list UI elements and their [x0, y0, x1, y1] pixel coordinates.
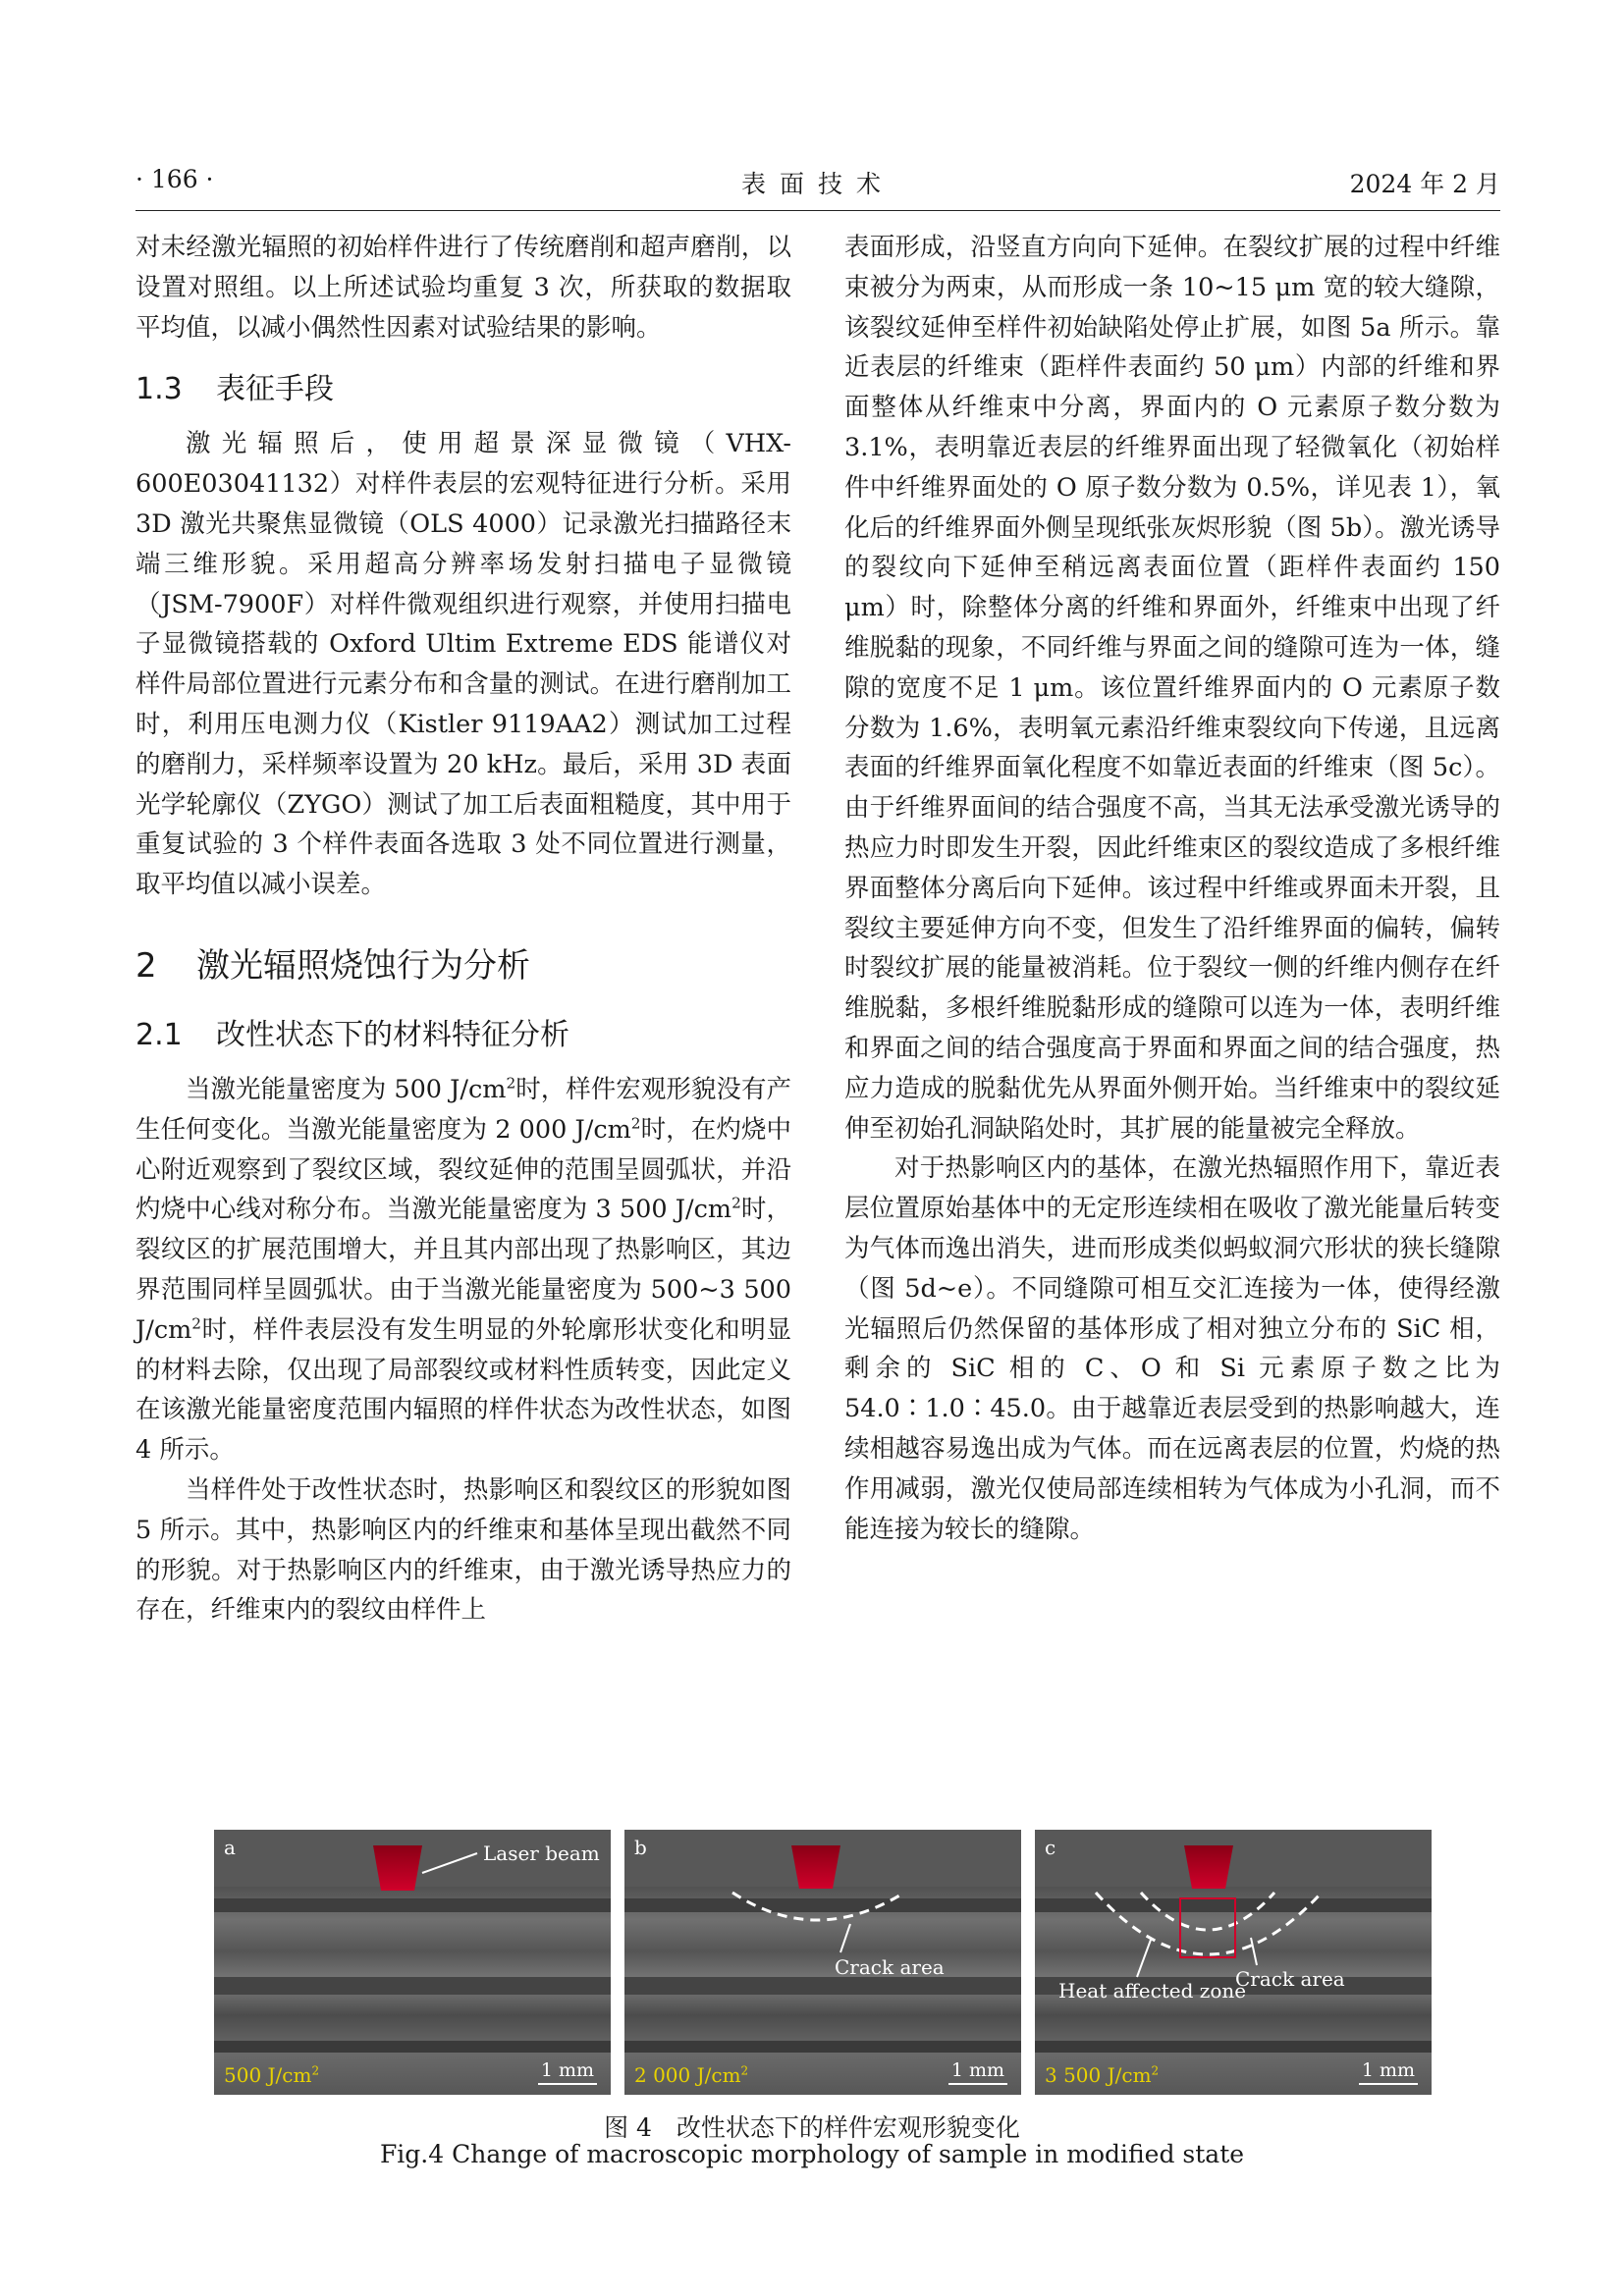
right-column — [844, 228, 1500, 1549]
panel-label: a — [224, 1836, 236, 1859]
laser-beam-icon — [1035, 1830, 1432, 2095]
paragraph-heat-affected: 当样件处于改性状态时，热影响区和裂纹区的形貌如图 5 所示。其中，热影响区内的纤维束和基体呈现出截然不同的形貌。对于热影响区内的纤维束，由于激光诱导热应力的存在，纤维束内的裂纹由样件上 — [135, 1474, 791, 1626]
journal-title: 表面技术 — [740, 170, 894, 198]
figure-panel-b — [624, 1830, 1021, 2095]
section-title: 改性状态下的材料特征分析 — [216, 1017, 569, 1052]
figure-caption-en: Fig.4 Change of macroscopic morphology of sample in modified state — [379, 2140, 1245, 2168]
annotation-laser-beam: Laser beam — [483, 1842, 600, 1865]
paragraph-fiber-crack: 表面形成，沿竖直方向向下延伸。在裂纹扩展的过程中纤维束被分为两束，从而形成一条 10~15 μm 宽的较大缝隙，该裂纹延伸至样件初始缺陷处停止扩展，如图 5a 所示。靠近表层的纤维束（距样件表面约 50 μm）内部的纤维和界面整体从纤维束中分离，界面内的 O 元素原子数分数为 3.1%，表明靠近表层的纤维界面出现了轻微氧化（初始样件中纤维界面处的 O 原子数分数为 0.5%，详见表 1），氧化后的纤维界面外侧呈现纸张灰烬形貌（图 5b）。激光诱导的裂纹向下延伸至稍远离表面位置（距样件表面约 150 μm）时，除整体分离的纤维和界面外，纤维束中出现了纤维脱黏的现象，不同纤维与界面之间的缝隙可连为一体，缝隙的宽度不足 1 μm。该位置纤维界面内的 O 元素原子数分数为 1.6%，表明氧元素沿纤维束裂纹向下传递，且远离表面的纤维界面氧化程度不如靠近表面的纤维束（图 5c）。由于纤维界面间的结合强度不高，当其无法承受激光诱导的热应力时即发生开裂，因此纤维束区的裂纹造成了多根纤维界面整体分离后向下延伸。该过程中纤维或界面未开裂，且裂纹主要延伸方向不变，但发生了沿纤维界面的偏转，偏转时裂纹扩展的能量被消耗。位于裂纹一侧的纤维内侧存在纤维脱黏，多根纤维脱黏形成的缝隙可以连为一体，表明纤维和界面之间的结合强度高于界面和界面之间的结合强度，热应力造成的脱黏优先从界面外侧开始。当纤维束中的裂纹延伸至初始孔洞缺陷处时，其扩展的能量被完全释放。 — [844, 233, 1500, 1144]
header-rule — [135, 210, 1500, 211]
running-header — [135, 157, 1500, 196]
energy-density-label: 3 500 $J/cm^2$ — [1045, 2063, 1160, 2087]
scale-bar: 1 mm — [948, 2059, 1007, 2085]
figure-panel-a — [214, 1830, 611, 2095]
figure-panel-c — [1035, 1830, 1432, 2095]
laser-beam-icon — [214, 1830, 611, 2095]
section-heading-1-3 — [135, 367, 791, 412]
energy-density-label: 2 000 $J/cm^2$ — [634, 2063, 749, 2087]
paragraph-intro: 对未经激光辐照的初始样件进行了传统磨削和超声磨削，以设置对照组。以上所述试验均重复 3 次，所获取的数据取平均值，以减小偶然性因素对试验结果的影响。 — [135, 233, 791, 343]
annotation-crack-area: Crack area — [835, 1955, 945, 1979]
energy-density-label: 500 $J/cm^2$ — [224, 2063, 320, 2087]
section-heading-2-1 — [135, 1013, 791, 1058]
paragraph-matrix: 对于热影响区内的基体，在激光热辐照作用下，靠近表层位置原始基体中的无定形连续相在吸收了激光能量后转变为气体而逸出消失，进而形成类似蚂蚁洞穴形状的狭长缝隙（图 5d~e）。不同缝隙可相互交汇连接为一体，使得经激光辐照后仍然保留的基体形成了相对独立分布的 SiC 相，剩余的 SiC 相的 C、O 和 Si 元素原子数之比为 54.0∶1.0∶45.0。由于越靠近表层受到的热影响越大，连续相越容易逸出成为气体。而在远离表层的位置，灼烧的热作用减弱，激光仅使局部连续相转为气体成为小孔洞，而不能连接为较长的缝隙。 — [844, 1153, 1500, 1544]
annotation-crack-area: Crack area — [1235, 1967, 1345, 1991]
scale-bar: 1 mm — [538, 2059, 597, 2085]
panel-label: b — [634, 1836, 647, 1859]
section-title: 表征手段 — [216, 372, 334, 407]
issue-date: 2024 年 2 月 — [1349, 170, 1500, 198]
figure-caption-cn: 图 4 改性状态下的样件宏观形貌变化 — [604, 2113, 1020, 2142]
page-number: · 166 · — [135, 165, 214, 193]
section-heading-2 — [135, 940, 791, 991]
section-number: 1.3 — [135, 372, 183, 407]
paragraph-modified-state: 当激光能量密度为 500 $J/cm^2$时，样件宏观形貌没有产生任何变化。当激光能量密度为 2 000 $J/cm^2$时，在灼烧中心附近观察到了裂纹区域，裂纹延伸的范围呈圆弧状，并沿灼烧中心线对称分布。当激光能量密度为 3 500 $J/cm^2$时，裂纹区的扩展范围增大，并且其内部出现了热影响区，其边界范围同样呈圆弧状。由于当激光能量密度为 500~3 500 $J/cm^2$时，样件表层没有发生明显的外轮廓形状变化和明显的材料去除，仅出现了局部裂纹或材料性质转变，因此定义在该激光能量密度范围内辐照的样件状态为改性状态，如图 4 所示。 — [135, 1074, 791, 1466]
laser-beam-icon — [624, 1830, 1021, 2095]
section-number: 2 — [135, 945, 157, 986]
figure-4 — [214, 1830, 1432, 2095]
section-number: 2.1 — [135, 1017, 183, 1052]
panel-label: c — [1045, 1836, 1056, 1859]
section-title: 激光辐照烧蚀行为分析 — [196, 945, 530, 986]
scale-bar: 1 mm — [1359, 2059, 1418, 2085]
paragraph-characterization: 激光辐照后，使用超景深显微镜（VHX-600E03041132）对样件表层的宏观特征进行分析。采用 3D 激光共聚焦显微镜（OLS 4000）记录激光扫描路径末端三维形貌。采用超高分辨率场发射扫描电子显微镜（JSM-7900F）对样件微观组织进行观察，并使用扫描电子显微镜搭载的 Oxford Ultim Extreme EDS 能谱仪对样件局部位置进行元素分布和含量的测试。在进行磨削加工时，利用压电测力仪（Kistler 9119AA2）测试加工过程的磨削力，采样频率设置为 20 kHz。最后，采用 3D 表面光学轮廓仪（ZYGO）测试了加工后表面粗糙度，其中用于重复试验的 3 个样件表面各选取 3 处不同位置进行测量，取平均值以减小误差。 — [135, 429, 791, 900]
left-column — [135, 228, 791, 1630]
annotation-heat-affected-zone: Heat affected zone — [1058, 1979, 1247, 2002]
